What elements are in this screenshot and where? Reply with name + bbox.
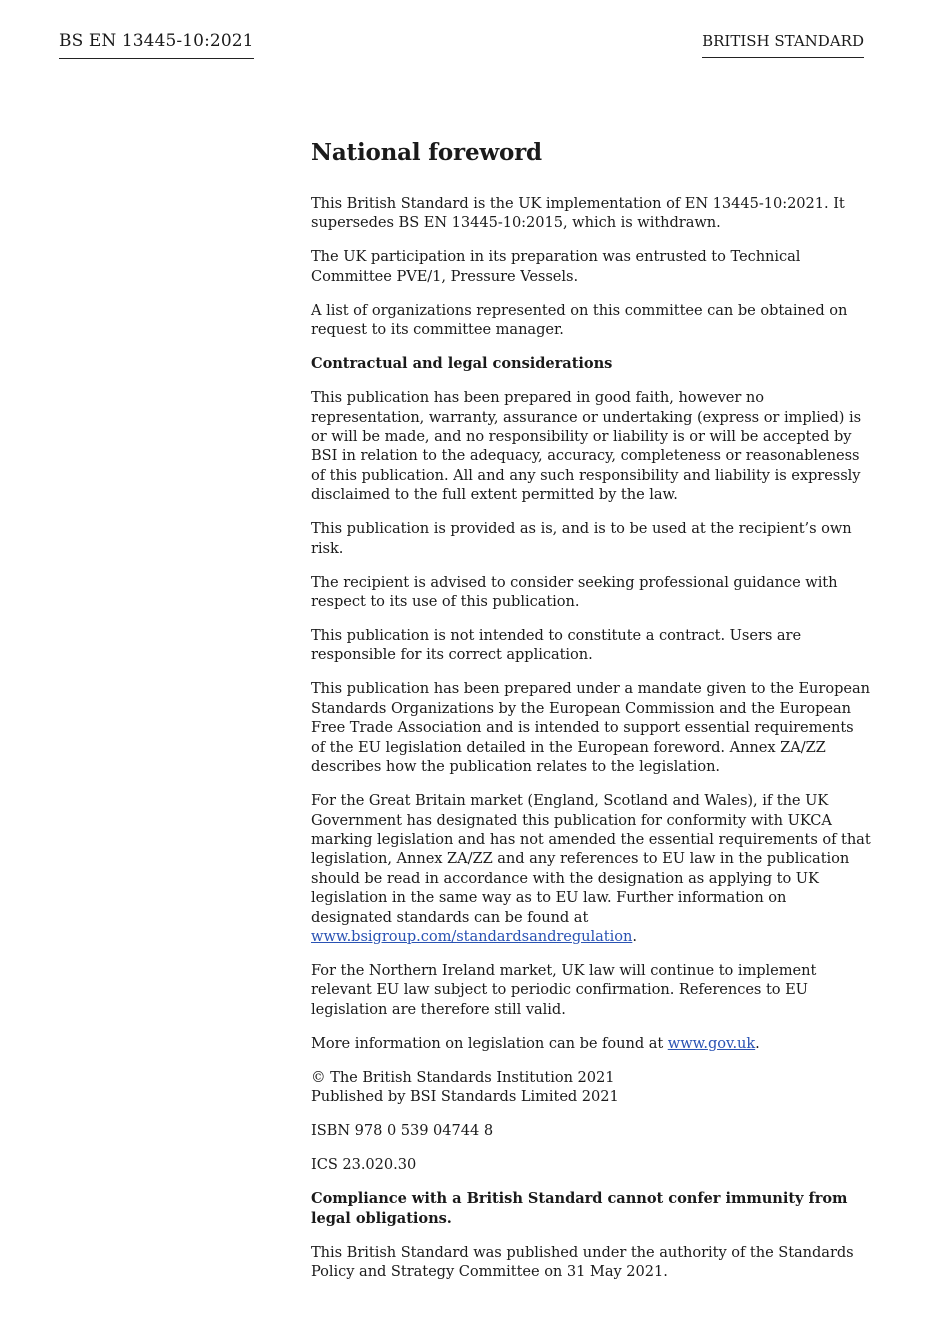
section-heading-contractual: Contractual and legal considerations [311, 355, 613, 373]
paragraph-guidance: The recipient is advised to consider seeking professional guidance with respect to its use of this publication. [311, 573, 838, 611]
bsigroup-link[interactable]: www.bsigroup.com/standardsandregulation [311, 927, 633, 945]
paragraph-more-info-text: More information on legislation can be found at [311, 1034, 668, 1052]
series-label: BRITISH STANDARD [702, 31, 864, 58]
paragraph-contract: This publication is not intended to constitute a contract. Users are responsible for its correct application. [311, 627, 802, 664]
page-title: National foreword [311, 139, 542, 166]
paragraph-own-risk: This publication is provided as is, and is to be used at the recipient’s own risk. [311, 520, 852, 557]
paragraph-committee: The UK participation in its preparation was entrusted to Technical Committee PVE/1, Pressure Vessels. [311, 248, 801, 285]
compliance-notice: Compliance with a British Standard cannot confer immunity from legal obligations. [311, 1190, 848, 1227]
isbn: ISBN 978 0 539 04744 8 [311, 1122, 494, 1140]
publisher-line: Published by BSI Standards Limited 2021 [311, 1088, 619, 1106]
gov-uk-link[interactable]: www.gov.uk [667, 1034, 756, 1052]
main-content [311, 137, 871, 1296]
paragraph-northern-ireland: For the Northern Ireland market, UK law will continue to implement relevant EU law subject to periodic confirmation. References to EU legislation are therefore still valid. [311, 961, 817, 1018]
ics-code: ICS 23.020.30 [311, 1156, 417, 1174]
paragraph-great-britain [311, 791, 871, 946]
paragraph-implementation: This British Standard is the UK implementation of EN 13445-10:2021. It supersedes BS EN 13445-10:2015, which is withdrawn. [311, 195, 845, 232]
paragraph-more-info [311, 1034, 871, 1053]
paragraph-authority: This British Standard was published under the authority of the Standards Policy and Strategy Committee on 31 May 2021. [311, 1243, 854, 1280]
copyright-block [311, 1068, 871, 1107]
paragraph-more-info-end: . [755, 1034, 760, 1052]
document-id: BS EN 13445-10:2021 [59, 30, 254, 59]
paragraph-organizations: A list of organizations represented on this committee can be obtained on request to its committee manager. [311, 301, 848, 339]
paragraph-great-britain-end: . [632, 927, 637, 945]
paragraph-disclaimer: This publication has been prepared in good faith, however no representation, warranty, assurance or undertaking (express or implied) is or will be made, and no responsibility or liability is or will be accepted by BSI in relation to the adequacy, accuracy, completeness or reasonableness of this publication. All and any such responsibility and liability is expressly disclaimed to the full extent permitted by the law. [311, 389, 862, 504]
copyright-line: © The British Standards Institution 2021 [311, 1068, 615, 1086]
paragraph-mandate: This publication has been prepared under a mandate given to the European Standards Organizations by the European Commission and the European Free Trade Association and is intended to support essential requirements of the EU legislation detailed in the European foreword. Annex ZA/ZZ describes how the publication relates to the legislation. [311, 680, 870, 776]
paragraph-great-britain-text: For the Great Britain market (England, Scotland and Wales), if the UK Government has designated this publication for conformity with UKCA marking legislation and has not amended the essential requirements of that legislation, Annex ZA/ZZ and any references to EU law in the publication should be read in accordance with the designation as applying to UK legislation in the same way as to EU law. Further information on designated standards can be found at [311, 792, 871, 926]
